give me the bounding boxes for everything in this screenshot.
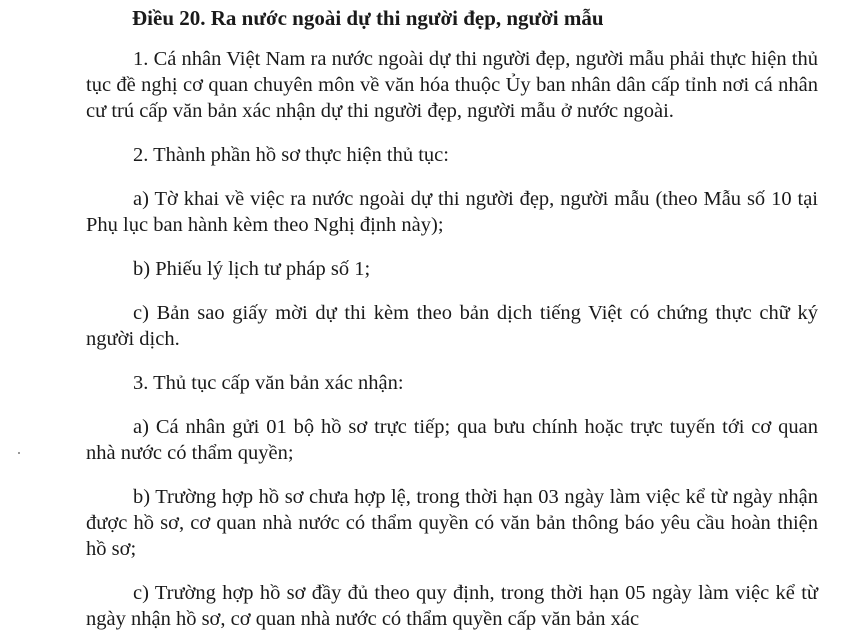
paragraph-2b: b) Phiếu lý lịch tư pháp số 1; <box>133 258 371 280</box>
paragraph-3b: b) Trường hợp hồ sơ chưa hợp lệ, trong thời hạn 03 ngày làm việc kể từ ngày nhận được hồ sơ, cơ quan nhà nước có thẩm quyền có văn bản thông báo yêu cầu hoàn thiện hồ sơ; <box>86 486 818 560</box>
scan-speck <box>18 452 20 454</box>
paragraph-2c: c) Bản sao giấy mời dự thi kèm theo bản dịch tiếng Việt có chứng thực chữ ký người dịch. <box>86 302 818 350</box>
paragraph-3: 3. Thủ tục cấp văn bản xác nhận: <box>133 372 404 394</box>
paragraph-3a: a) Cá nhân gửi 01 bộ hồ sơ trực tiếp; qua bưu chính hoặc trực tuyến tới cơ quan nhà nước có thẩm quyền; <box>86 416 818 464</box>
paragraph-2a: a) Tờ khai về việc ra nước ngoài dự thi người đẹp, người mẫu (theo Mẫu số 10 tại Phụ lục ban hành kèm theo Nghị định này); <box>86 188 818 236</box>
article-title: Điều 20. Ra nước ngoài dự thi người đẹp, người mẫu <box>132 6 604 30</box>
paragraph-1: 1. Cá nhân Việt Nam ra nước ngoài dự thi người đẹp, người mẫu phải thực hiện thủ tục đề nghị cơ quan chuyên môn về văn hóa thuộc Ủy ban nhân dân cấp tỉnh nơi cá nhân cư trú cấp văn bản xác nhận dự thi người đẹp, người mẫu ở nước ngoài. <box>86 48 818 122</box>
paragraph-2: 2. Thành phần hồ sơ thực hiện thủ tục: <box>133 144 449 166</box>
paragraph-3c: c) Trường hợp hồ sơ đầy đủ theo quy định, trong thời hạn 05 ngày làm việc kể từ ngày nhận hồ sơ, cơ quan nhà nước có thẩm quyền cấp văn bản xác <box>86 582 818 630</box>
